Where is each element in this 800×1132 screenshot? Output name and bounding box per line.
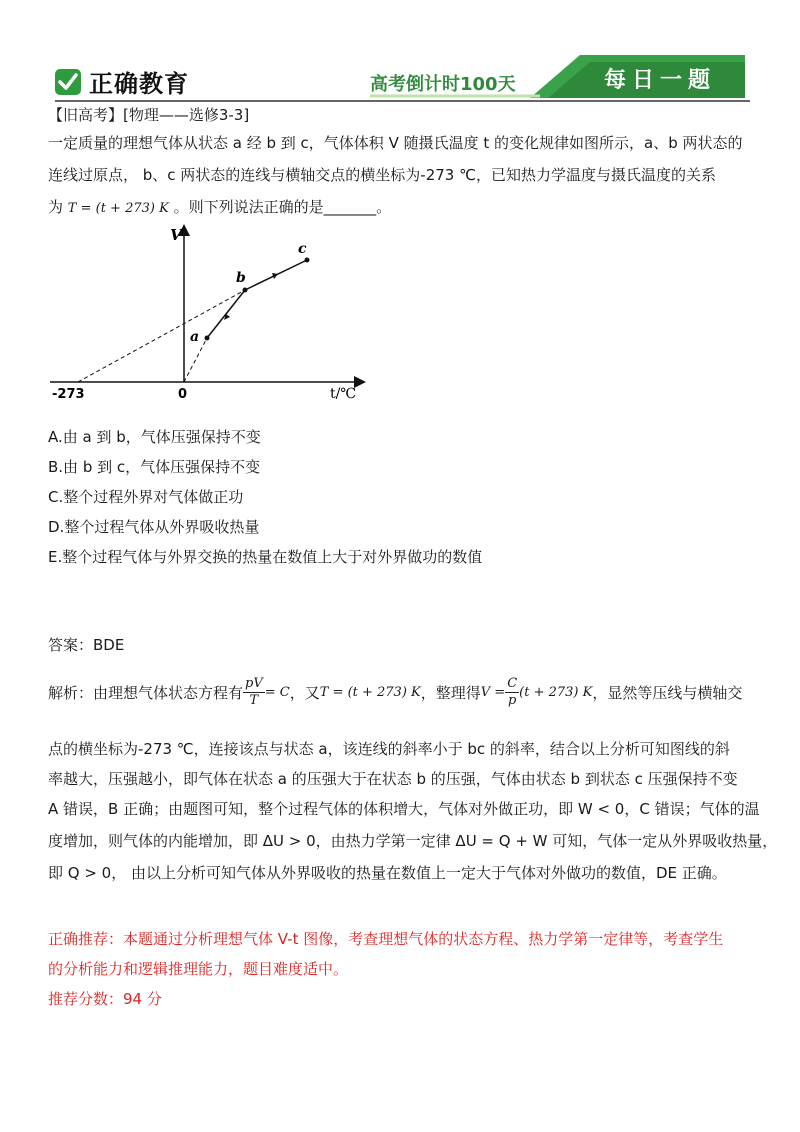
analysis-text-d: ，显然等压线与横轴交 — [592, 684, 743, 702]
question-line-1: 一定质量的理想气体从状态 a 经 b 到 c，气体体积 V 随摄氏温度 t 的变化规律如图所示，a、b 两状态的 — [48, 134, 743, 152]
equation-equals-c: = C — [264, 685, 290, 700]
question-formula: T = (t + 273) K — [67, 201, 169, 216]
label-v: V — [170, 226, 182, 244]
option-b: B.由 b 到 c，气体压强保持不变 — [48, 458, 261, 476]
analysis-line-6: 即 Q > 0， 由以上分析可知气体从外界吸收的热量在数值上一定大于气体对外做功的数值，DE 正确。 — [48, 864, 727, 882]
question-line-2: 连线过原点， b、c 两状态的连线与横轴交点的横坐标为-273 ℃，已知热力学温度与摄氏温度的关系 — [48, 166, 716, 184]
fraction2-denominator: p — [508, 693, 517, 708]
analysis-text-b: ，又 — [289, 684, 320, 702]
analysis-line-2: 点的横坐标为-273 ℃，连接该点与状态 a，该连线的斜率小于 bc 的斜率，结合以上分析可知图线的斜 — [48, 740, 730, 758]
label-origin: 0 — [178, 387, 188, 400]
equation-t: T = (t + 273) K — [319, 685, 421, 700]
question-line-3-suffix: 。则下列说法正确的是_______。 — [173, 198, 392, 216]
equation-v-prefix: V = — [480, 685, 506, 700]
label-point-c: c — [298, 241, 307, 257]
countdown-label: 高考倒计时100天 — [370, 74, 516, 95]
dashed-line-from-273 — [78, 290, 245, 382]
recommend-score: 推荐分数：94 分 — [48, 990, 162, 1008]
analysis-line-1 — [48, 676, 742, 709]
analysis-line-5: 度增加，则气体的内能增加，即 ΔU > 0，由热力学第一定律 ΔU = Q + W 可知，气体一定从外界吸收热量， — [48, 832, 778, 850]
point-c — [305, 258, 310, 263]
answer: 答案：BDE — [48, 636, 125, 654]
question-line-3-prefix: 为 — [48, 198, 64, 216]
analysis-line-4: A 错误，B 正确；由题图可知，整个过程气体的体积增大，气体对外做正功，即 W < 0，C 错误；气体的温 — [48, 800, 760, 818]
label-minus-273: -273 — [52, 387, 85, 400]
recommend-line-1: 正确推荐：本题通过分析理想气体 V-t 图像，考查理想气体的状态方程、热力学第一定律等，考查学生 — [48, 930, 724, 948]
question-tag: 【旧高考】[物理——选修3-3] — [48, 106, 250, 124]
option-c: C.整个过程外界对气体做正功 — [48, 488, 244, 506]
v-t-graph — [40, 220, 380, 400]
option-d: D.整个过程气体从外界吸收热量 — [48, 518, 260, 536]
fraction2-numerator: C — [507, 676, 518, 691]
label-axis-t: t/℃ — [330, 386, 357, 400]
fraction-pv-t — [243, 676, 265, 709]
option-a: A.由 a 到 b，气体压强保持不变 — [48, 428, 261, 446]
fraction-denominator: T — [249, 693, 259, 708]
page-header — [0, 0, 800, 105]
brand-name: 正确教育 — [89, 70, 189, 98]
point-a — [205, 336, 210, 341]
fraction-numerator: pV — [245, 676, 263, 691]
point-b — [243, 288, 248, 293]
fraction-c-p — [505, 676, 519, 709]
equation-v-suffix: (t + 273) K — [519, 685, 593, 700]
recommend-line-2: 的分析能力和逻辑推理能力，题目难度适中。 — [48, 960, 349, 978]
analysis-text-a: 解析：由理想气体状态方程有 — [48, 684, 244, 702]
analysis-text-c: ，整理得 — [420, 684, 481, 702]
option-e: E.整个过程气体与外界交换的热量在数值上大于对外界做功的数值 — [48, 548, 483, 566]
daily-question-label: 每日一题 — [603, 67, 716, 93]
analysis-line-3: 率越大，压强越小，即气体在状态 a 的压强大于在状态 b 的压强，气体由状态 b 到状态 c 压强保持不变 — [48, 770, 738, 788]
label-point-a: a — [190, 329, 200, 345]
label-point-b: b — [236, 270, 246, 286]
